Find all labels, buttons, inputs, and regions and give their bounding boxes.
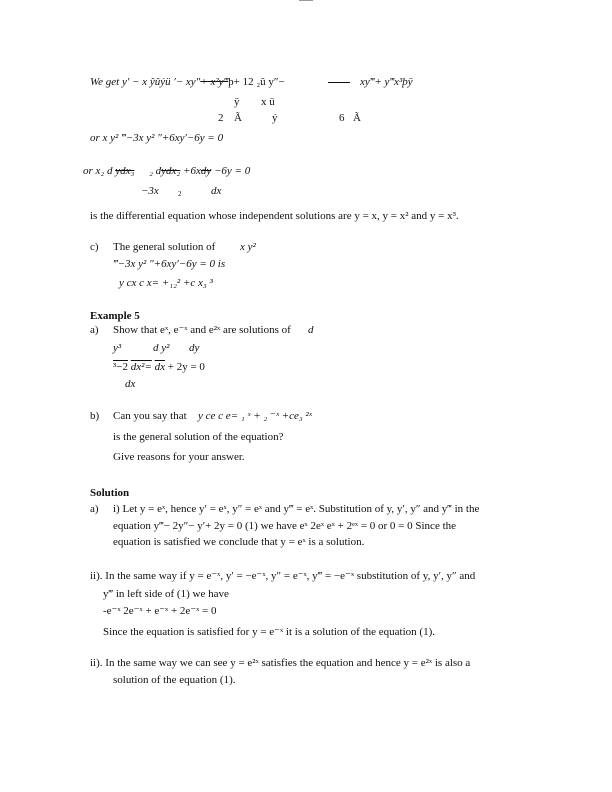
- fraction-bar: [328, 82, 350, 83]
- equation-fragment: d: [308, 324, 314, 336]
- paragraph-text: ii). In the same way we can see y = e²ˣ satisfies the equation and hence y = e²ˣ is also a: [90, 657, 471, 669]
- section-heading: Solution: [90, 487, 130, 499]
- garbled-glyph: ý: [272, 112, 278, 124]
- equation-line: or x y² ‴−3x y² ″+6xy′−6y = 0: [90, 132, 224, 144]
- paragraph-text: y‴ in left side of (1) we have: [103, 588, 229, 600]
- garbled-glyph: x ü: [261, 96, 275, 108]
- page-top-mark: [299, 0, 313, 1]
- paragraph-text: Show that eˣ, e⁻ˣ and e²ˣ are solutions of: [113, 324, 291, 336]
- paragraph-text: is the differential equation whose independent solutions are y = x, y = x² and y = x³.: [90, 210, 459, 222]
- equation-line: y cx c x= +₁₂² +c x₃ ³: [119, 277, 213, 289]
- list-marker: b): [90, 410, 100, 422]
- list-marker: c): [90, 241, 99, 253]
- equation-denominator: −3x: [141, 185, 159, 197]
- garbled-glyph: Ã: [234, 112, 242, 124]
- paragraph-text: equation y‴− 2y″− y′+ 2y = 0 (1) we have eˣ 2eˣ eˣ + 2ᵉˣ = 0 or 0 = 0 Since the: [113, 520, 457, 532]
- paragraph-text: The general solution of: [113, 241, 216, 253]
- equation-denominator: dx: [211, 185, 222, 197]
- equation-denominator: 2: [178, 190, 182, 198]
- derivation-line-1: We get y′ − x ŷûýü ′− xy″+ x²y‴þ+ 12 ₂û y″−: [90, 76, 285, 88]
- garbled-glyph: 2: [218, 112, 224, 124]
- equation-fragment: dy: [189, 342, 200, 354]
- garbled-glyph: 6: [339, 112, 345, 124]
- paragraph-text: ii). In the same way if y = e⁻ˣ, y′ = −e⁻ˣ, y″ = e⁻ˣ, y‴ = −e⁻ˣ substitution of y, y′, y″ and: [90, 570, 476, 582]
- list-marker: a): [90, 503, 99, 515]
- equation-denominator: dx: [125, 378, 136, 390]
- list-marker: a): [90, 324, 99, 336]
- paragraph-text: Give reasons for your answer.: [113, 451, 245, 463]
- garbled-glyph: ÿ: [234, 96, 240, 108]
- paragraph-text: Can you say that: [113, 410, 187, 422]
- equation-fragment: x y²: [240, 241, 256, 253]
- derivation-line-1-right: xy‴+ y‴x³þÿ: [360, 76, 413, 88]
- section-heading: Example 5: [90, 310, 140, 322]
- paragraph-text: equation is satisfied we conclude that y = eˣ is a solution.: [113, 536, 365, 548]
- equation-fragment: y³: [113, 342, 122, 354]
- paragraph-text: is the general solution of the equation?: [113, 431, 284, 443]
- equation-fragment: d y²: [153, 342, 170, 354]
- equation-line: -e⁻ˣ 2e⁻ˣ + e⁻ˣ + 2e⁻ˣ = 0: [103, 605, 217, 617]
- paragraph-text: Since the equation is satisfied for y = e⁻ˣ it is a solution of the equation (1).: [103, 626, 435, 638]
- paragraph-text: i) Let y = eˣ, hence y′ = eˣ, y″ = eˣ and y‴ = eˣ. Substitution of y, y′, y″ and y‴ in the: [113, 503, 480, 515]
- garbled-glyph: Ã: [353, 112, 361, 124]
- equation-line: ³−2 $dx^2= \overline{dx} + 2y = 0$: [113, 361, 205, 373]
- paragraph-text: solution of the equation (1).: [113, 674, 236, 686]
- equation-line-2: or x₂ d ydx₃ ₂ dydx₂ +6xdy −6y = 0: [83, 165, 251, 177]
- equation-line: ‴−3x y² ″+6xy′−6y = 0 is: [113, 258, 226, 270]
- equation-fragment: y ce c e= ₁ ˣ + ₂ ⁻ˣ +ce₃ ²ˣ: [198, 410, 312, 422]
